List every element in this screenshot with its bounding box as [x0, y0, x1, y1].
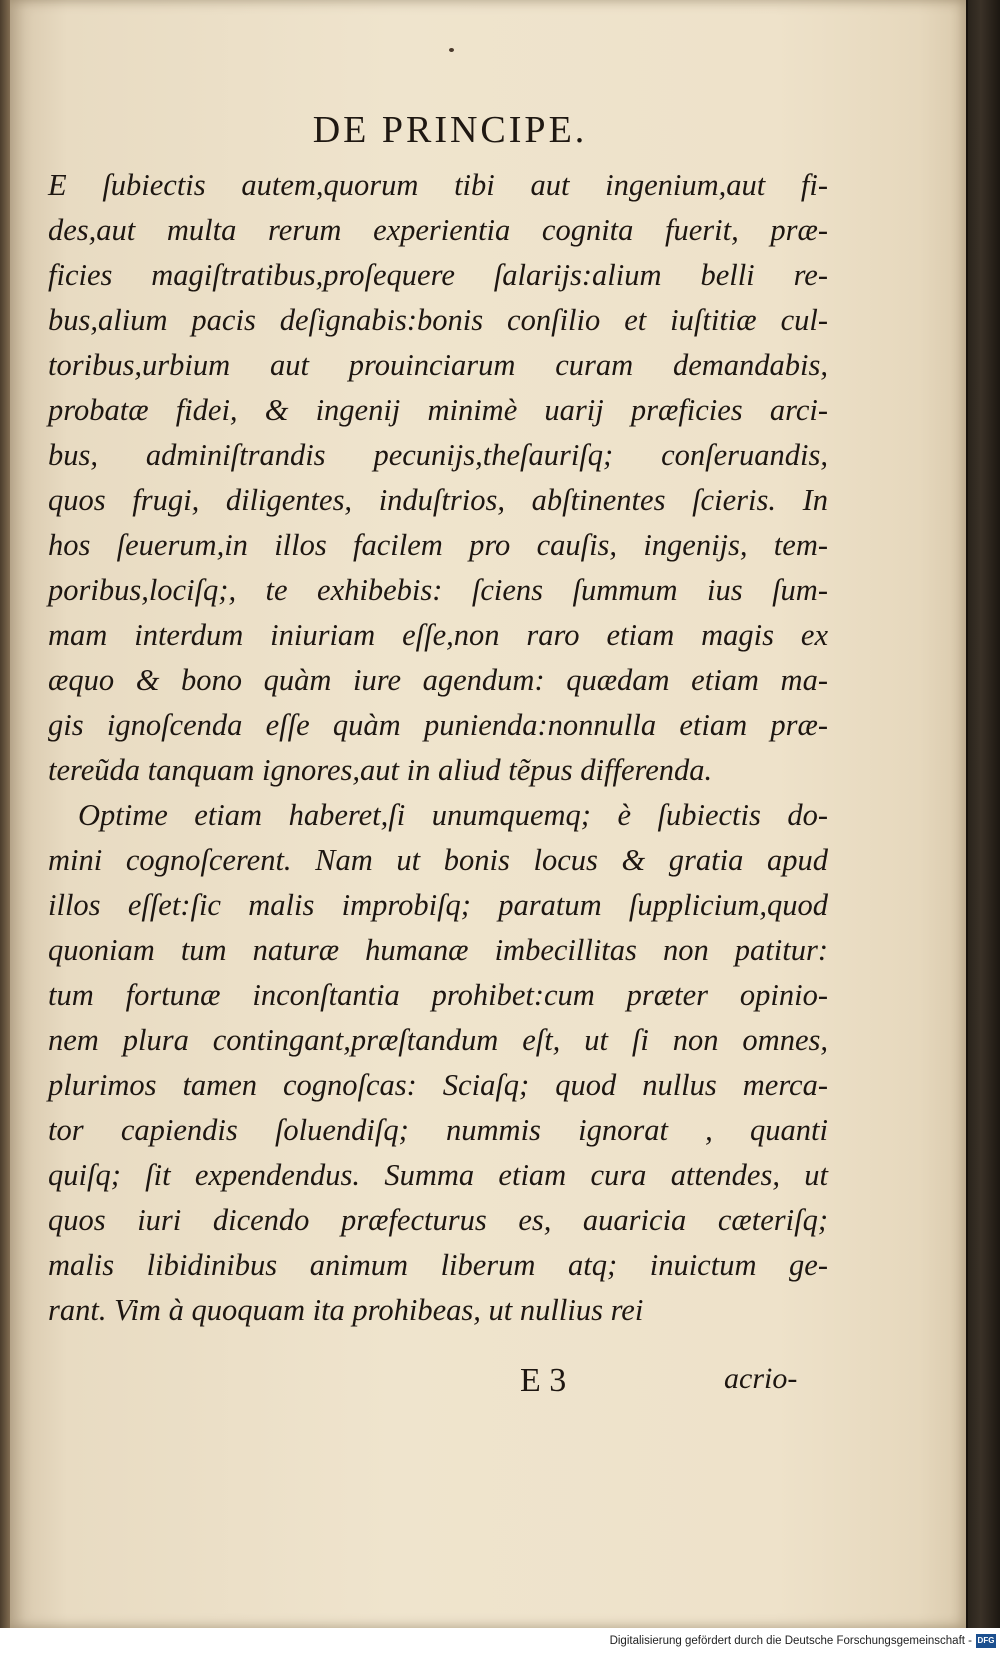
- text-line: mam interdum iniuriam eſſe,non raro etiam magis ex: [48, 618, 828, 652]
- text-line: E ſubiectis autem,quorum tibi aut ingenium,aut fi-: [48, 168, 828, 202]
- body-text: [48, 163, 828, 1333]
- text-line: malis libidinibus animum liberum atq; inuictum ge-: [48, 1248, 828, 1282]
- text-line: mini cognoſcerent. Nam ut bonis locus & gratia apud: [48, 843, 828, 877]
- footer-bar: [0, 1628, 1000, 1659]
- dfg-logo-icon: DFG: [976, 1634, 996, 1648]
- ink-dot: [449, 48, 454, 52]
- text-line: hos ſeuerum,in illos facilem pro cauſis, ingenijs, tem-: [48, 528, 828, 562]
- text-line: quos iuri dicendo præfecturus es, auaricia cæteriſq;: [48, 1203, 828, 1237]
- text-line: æquo & bono quàm iure agendum: quædam etiam ma-: [48, 663, 828, 697]
- text-line: quiſq; ſit expendendus. Summa etiam cura attendes, ut: [48, 1158, 828, 1192]
- paragraph-2: [48, 793, 828, 1333]
- text-line: des,aut multa rerum experientia cognita fuerit, præ-: [48, 213, 828, 247]
- text-line: nem plura contingant,præſtandum eſt, ut ſi non omnes,: [48, 1023, 828, 1057]
- paragraph-1: [48, 163, 828, 793]
- catchword: acrio-: [724, 1362, 798, 1395]
- text-line: tereũda tanquam ignores,aut in aliud tẽpus differenda.: [48, 753, 713, 787]
- text-line: poribus,lociſq;, te exhibebis: ſciens ſummum ius ſum-: [48, 573, 828, 607]
- text-line: plurimos tamen cognoſcas: Sciaſq; quod nullus merca-: [48, 1068, 828, 1102]
- running-head: DE PRINCIPE.: [312, 109, 588, 151]
- text-line: toribus,urbium aut prouinciarum curam demandabis,: [48, 348, 828, 382]
- text-line: tor capiendis ſoluendiſq; nummis ignorat , quanti: [48, 1113, 828, 1147]
- text-line: rant. Vim à quoquam ita prohibeas, ut nullius rei: [48, 1293, 644, 1327]
- text-line: illos eſſet:ſic malis improbiſq; paratum ſupplicium,quod: [48, 888, 828, 922]
- text-line: ficies magiſtratibus,proſequere ſalarijs:alium belli re-: [48, 258, 828, 292]
- text-line: quos frugi, diligentes, induſtrios, abſtinentes ſcieris. In: [48, 483, 828, 517]
- signature-mark: E 3: [520, 1362, 567, 1399]
- text-line: tum fortunæ inconſtantia prohibet:cum præter opinio-: [48, 978, 828, 1012]
- text-line: bus, adminiſtrandis pecunijs,theſauriſq; conſeruandis,: [48, 438, 828, 472]
- text-line: bus,alium pacis deſignabis:bonis conſilio et iuſtitiæ cul-: [48, 303, 828, 337]
- text-line: gis ignoſcenda eſſe quàm punienda:nonnulla etiam præ-: [48, 708, 828, 742]
- text-line: probatæ fidei, & ingenij minimè uarij præficies arci-: [48, 393, 828, 427]
- page-edge: [968, 0, 1000, 1628]
- funding-credit: Digitalisierung gefördert durch die Deutsche Forschungsgemeinschaft -: [609, 1635, 972, 1647]
- text-line: Optime etiam haberet,ſi unumquemq; è ſubiectis do-: [78, 798, 828, 832]
- text-line: quoniam tum naturæ humanæ imbecillitas non patitur:: [48, 933, 828, 967]
